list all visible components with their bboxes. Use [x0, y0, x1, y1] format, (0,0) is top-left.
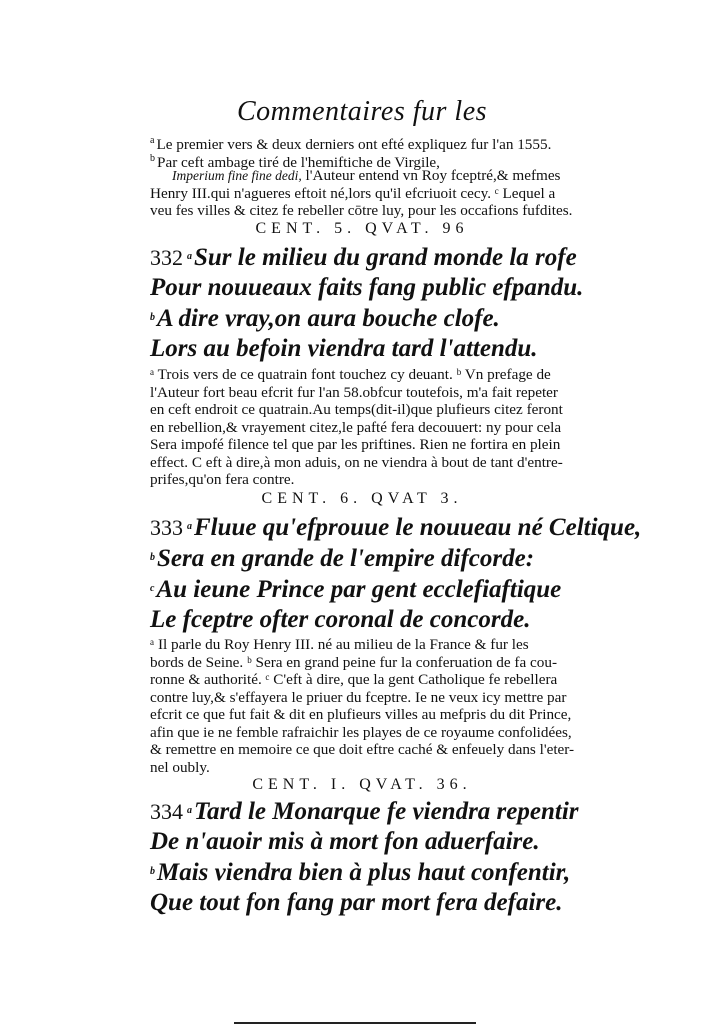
commentary-line: Sera impofé filence tel que par les priftines. Rien ne fortira en plein	[150, 436, 561, 453]
commentary-line: nel oubly.	[150, 758, 210, 776]
commentary-line: effect. C eft à dire,à mon aduis, on ne viendra à bout de tant d'entre-	[150, 453, 563, 471]
quatrain-333	[150, 512, 641, 635]
commentary-line: afin que ie ne femble rafraichir les playes de ce royaume confolidées,	[150, 723, 572, 741]
quatrain-332	[150, 242, 583, 364]
verse-line: 334 $^a$Tard le Monarque fe viendra repentir	[150, 798, 579, 825]
verse-line: Le fceptre ofter coronal de concorde.	[150, 606, 531, 633]
commentary-line: en rebellion,& vrayement citez,le pafté fera decouuert: ny pour cela	[150, 418, 562, 436]
commentary-line: en ceft endroit ce quatrain.Au temps(dit-il)que plufieurs citez feront	[150, 401, 563, 418]
commentary-line: l'Auteur fort beau efcrit fur l'an 58.obfcur toutefois, m'a fait repeter	[150, 383, 558, 401]
verse-line: $^b$A dire vray,on aura bouche clofe.	[150, 305, 500, 332]
verse-line: Lors au befoin viendra tard l'attendu.	[150, 335, 538, 362]
commentary-line: & remettre en memoire ce que doit eftre caché & enfeuely dans l'eter-	[150, 741, 575, 758]
verse-line: $^c$Au ieune Prince par gent ecclefiaftique	[150, 576, 562, 603]
commentary-line: $^a$ Le premier vers & deux derniers ont efté expliquez fur l'an 1555.	[150, 135, 552, 153]
commentary-line: ᵃ Trois vers de ce quatrain font touchez cy deuant. ᵇ Vn prefage de	[150, 366, 551, 383]
verse-line: Pour nouueaux faits fang public efpandu.	[150, 274, 584, 301]
commentary-line: prifes,qu'on fera contre.	[150, 471, 295, 488]
quatrain-reference: CENT. 6. QVAT 3.	[261, 490, 463, 507]
verse-line: De n'auoir mis à mort fon aduerfaire.	[150, 828, 540, 855]
commentary-line: ᵃ Il parle du Roy Henry III. né au milieu de la France & fur les	[150, 636, 529, 653]
commentary-line: Imperium fine fine dedi, l'Auteur entend vn Roy fceptré,& mefmes	[172, 167, 561, 184]
commentary-line: Henry III.qui n'agueres eftoit né,lors qu'il efcriuoit cecy. ᶜ Lequel a	[150, 184, 556, 202]
commentary-line: efcrit ce que fut fait & dit en plufieurs villes au mefpris du dit Prince,	[150, 706, 572, 723]
commentary-line: ronne & authorité. ᶜ C'eft à dire, que la gent Catholique fe rebellera	[150, 671, 558, 688]
verse-line: Que tout fon fang par mort fera defaire.	[150, 889, 563, 916]
commentary-line: $^b$ Par ceft ambage tiré de l'hemiftiche de Virgile,	[150, 152, 440, 171]
quatrain-reference: CENT. 5. QVAT. 96	[255, 220, 469, 237]
commentary-line: veu fes villes & citez fe rebeller cōtre luy, pour les occafions fufdites.	[150, 202, 573, 219]
running-header: Commentaires fur les	[236, 96, 488, 127]
commentary-block-2	[150, 366, 630, 489]
verse-line: $^b$Sera en grande de l'empire difcorde:	[150, 545, 535, 572]
quatrain-reference: CENT. I. QVAT. 36.	[252, 776, 472, 793]
verse-line: 332 $^a$Sur le milieu du grand monde la rofe	[150, 244, 577, 271]
commentary-block-3	[150, 636, 630, 776]
verse-line: $^b$Mais viendra bien à plus haut confentir,	[150, 859, 571, 886]
verse-line: 333 $^a$Fluue qu'efprouue le nouueau né Celtique,	[150, 514, 642, 541]
commentary-block-1	[150, 132, 630, 220]
commentary-line: bords de Seine. ᵇ Sera en grand peine fur la conferuation de fa cou-	[150, 653, 558, 671]
commentary-line: contre luy,& s'effayera le priuer du fceptre. Ie ne veux icy mettre par	[150, 688, 567, 706]
quatrain-334	[150, 796, 579, 918]
